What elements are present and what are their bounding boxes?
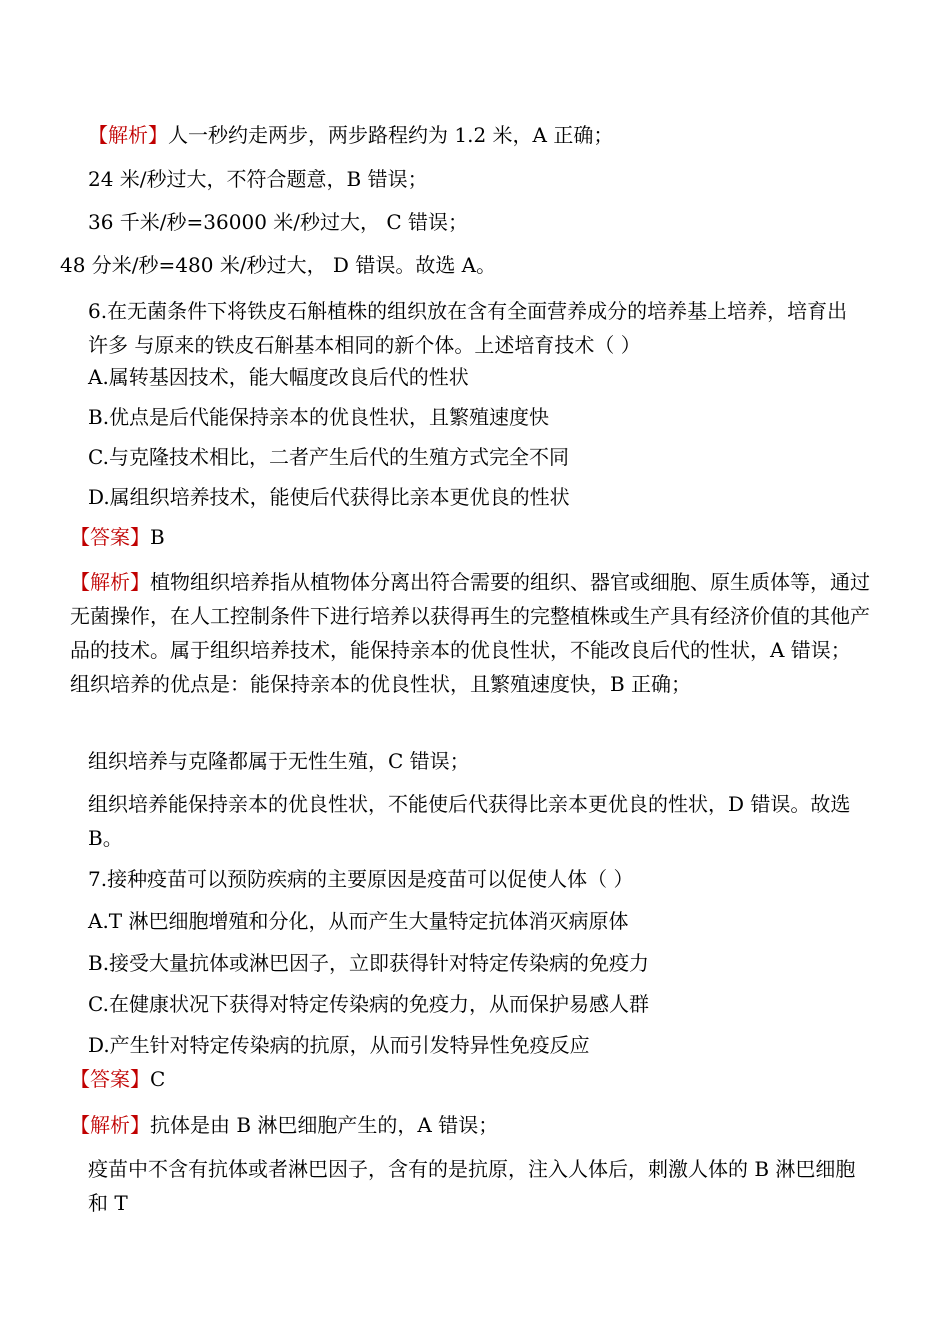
text-line: 36 千米/秒=36000 米/秒过大， C 错误；	[88, 210, 469, 234]
analysis-line	[88, 122, 613, 148]
option-d: D.属组织培养技术，能使后代获得比亲本更优良的性状	[88, 485, 570, 509]
text-line: 48 分米/秒=480 米/秒过大， D 错误。故选 A。	[60, 253, 497, 277]
analysis-tag: 【解析】	[88, 123, 168, 147]
answer-tag: 【答案】	[70, 1067, 150, 1091]
analysis-line	[70, 1112, 498, 1138]
question-7: 7.接种疫苗可以预防疾病的主要原因是疫苗可以促使人体（ ）	[88, 867, 634, 891]
option-c: C.与克隆技术相比，二者产生后代的生殖方式完全不同	[88, 445, 569, 469]
option-a: A.属转基因技术，能大幅度改良后代的性状	[88, 365, 469, 389]
answer-line	[70, 524, 165, 550]
analysis-paragraph	[70, 565, 870, 701]
analysis-text: 植物组织培养指从植物体分离出符合需要的组织、器官或细胞、原生质体等，通过无菌操作，在人工控制条件下进行培养以获得再生的完整植株或生产具有经济价值的其他产品的技术。属于组织培养技术，能保持亲本的优良性状，不能改良后代的性状，A 错误； 组织培养的优点是：能保持亲本的优良性状，且繁殖速度快，B 正确；	[70, 570, 870, 696]
answer-text: B	[150, 525, 165, 549]
text-line: 组织培养与克隆都属于无性生殖，C 错误；	[88, 749, 470, 773]
analysis-tag: 【解析】	[70, 570, 150, 594]
text-line: 24 米/秒过大，不符合题意，B 错误；	[88, 167, 428, 191]
text-line: 组织培养能保持亲本的优良性状，不能使后代获得比亲本更优良的性状，D 错误。故选 B。	[88, 792, 851, 850]
option-a: A.T 淋巴细胞增殖和分化，从而产生大量特定抗体消灭病原体	[88, 909, 629, 933]
option-b: B.接受大量抗体或淋巴因子，立即获得针对特定传染病的免疫力	[88, 951, 650, 975]
answer-tag: 【答案】	[70, 525, 150, 549]
answer-text: C	[150, 1067, 166, 1091]
option-b: B.优点是后代能保持亲本的优良性状，且繁殖速度快	[88, 405, 550, 429]
analysis-text: 抗体是由 B 淋巴细胞产生的，A 错误；	[150, 1113, 499, 1137]
analysis-text: 人一秒约走两步，两步路程约为 1.2 米，A 正确；	[168, 123, 614, 147]
option-c: C.在健康状况下获得对特定传染病的免疫力，从而保护易感人群	[88, 992, 649, 1016]
text-line: 疫苗中不含有抗体或者淋巴因子，含有的是抗原，注入人体后，刺激人体的 B 淋巴细胞和 T	[88, 1157, 856, 1215]
question-6: 6.在无菌条件下将铁皮石斛植株的组织放在含有全面营养成分的培养基上培养，培育出许多 与原来的铁皮石斛基本相同的新个体。上述培育技术（ ）	[88, 299, 848, 357]
analysis-tag: 【解析】	[70, 1113, 150, 1137]
option-d: D.产生针对特定传染病的抗原，从而引发特异性免疫反应	[88, 1033, 590, 1057]
answer-line	[70, 1066, 165, 1092]
